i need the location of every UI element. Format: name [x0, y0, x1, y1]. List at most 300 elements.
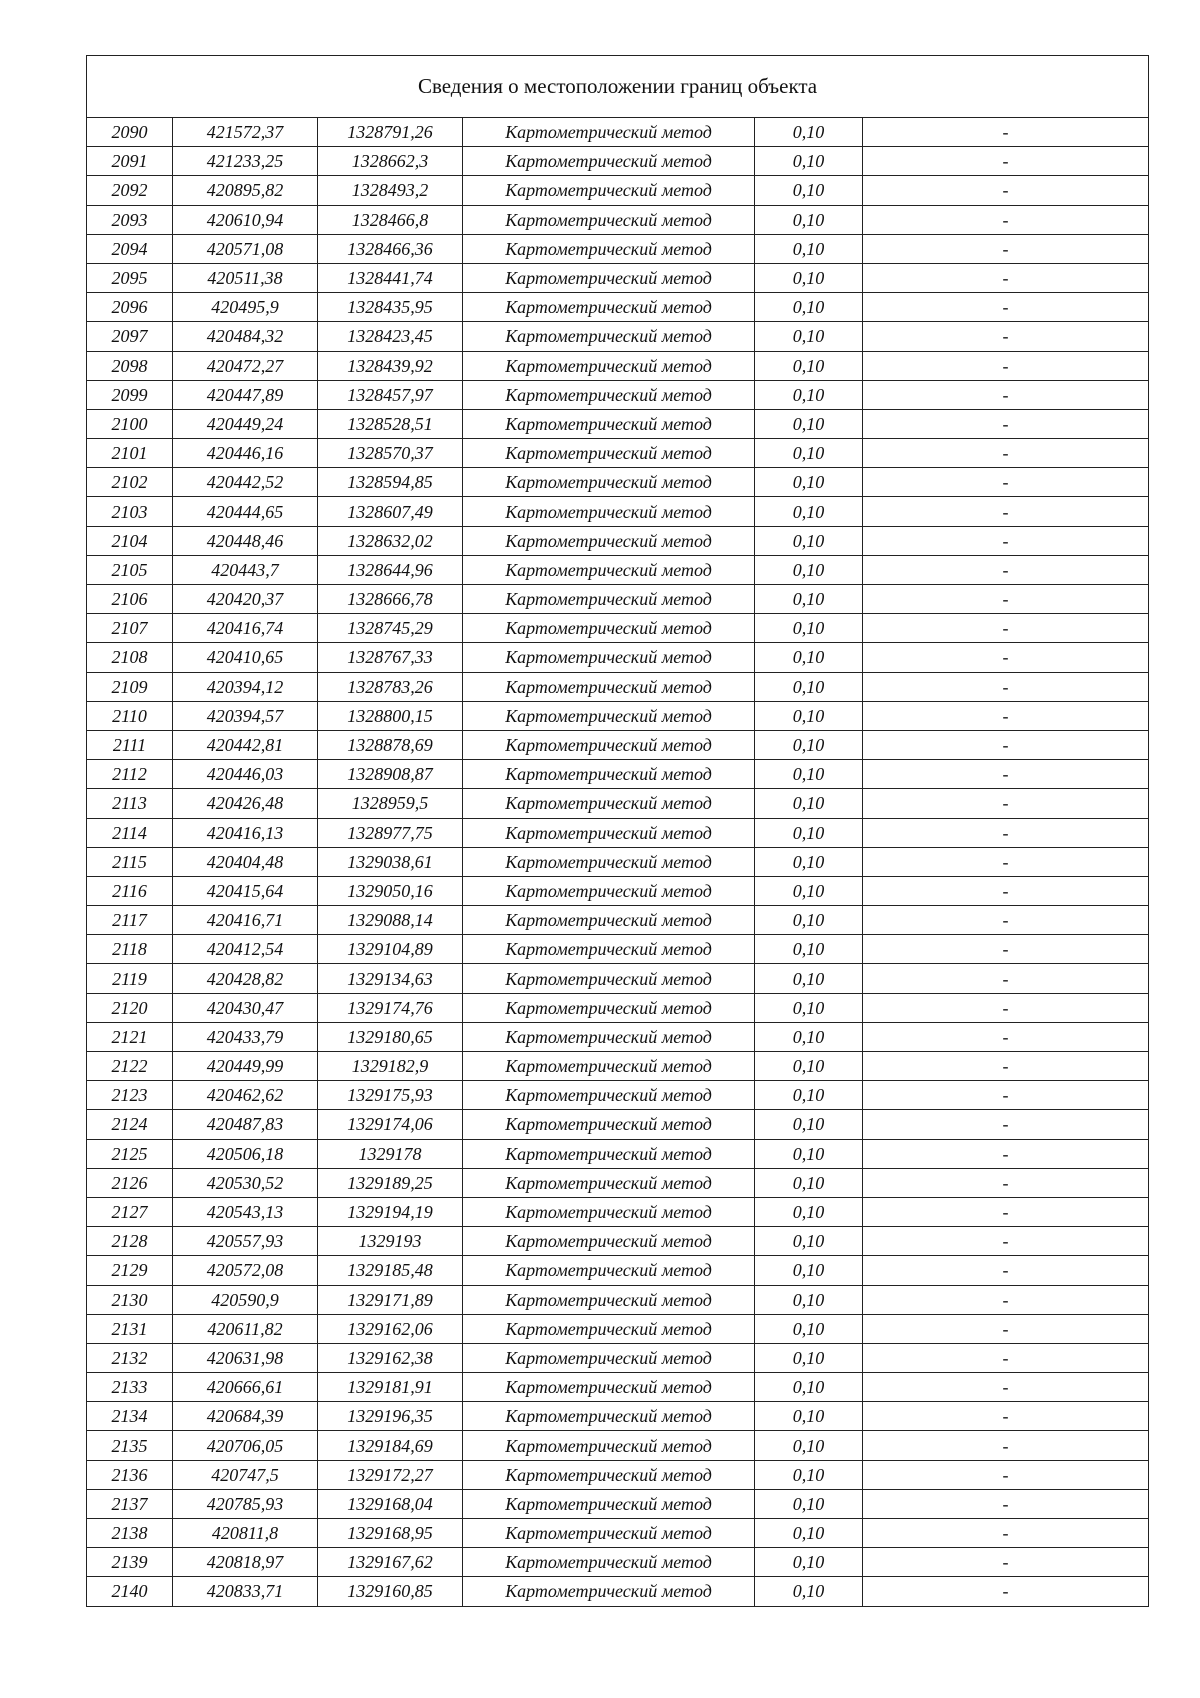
table-row	[87, 147, 1149, 176]
description-cell: -	[863, 409, 1149, 438]
description-cell: -	[863, 555, 1149, 584]
point-number-cell: 2130	[87, 1285, 173, 1314]
point-number-cell: 2118	[87, 935, 173, 964]
table-row	[87, 1314, 1149, 1343]
y-coordinate-cell: 1328528,51	[318, 409, 463, 438]
y-coordinate-cell: 1329182,9	[318, 1052, 463, 1081]
method-cell: Картометрический метод	[463, 118, 755, 147]
method-cell: Картометрический метод	[463, 789, 755, 818]
x-coordinate-cell: 420404,48	[173, 847, 318, 876]
y-coordinate-cell: 1329167,62	[318, 1548, 463, 1577]
point-number-cell: 2096	[87, 293, 173, 322]
accuracy-cell: 0,10	[755, 701, 863, 730]
method-cell: Картометрический метод	[463, 818, 755, 847]
method-cell: Картометрический метод	[463, 205, 755, 234]
table-body	[87, 118, 1149, 1607]
accuracy-cell: 0,10	[755, 293, 863, 322]
table-row	[87, 205, 1149, 234]
point-number-cell: 2121	[87, 1022, 173, 1051]
description-cell: -	[863, 380, 1149, 409]
table-title-row	[87, 56, 1149, 118]
point-number-cell: 2108	[87, 643, 173, 672]
method-cell: Картометрический метод	[463, 906, 755, 935]
table-row	[87, 1489, 1149, 1518]
y-coordinate-cell: 1328439,92	[318, 351, 463, 380]
description-cell: -	[863, 1256, 1149, 1285]
y-coordinate-cell: 1328878,69	[318, 730, 463, 759]
x-coordinate-cell: 420472,27	[173, 351, 318, 380]
table-row	[87, 876, 1149, 905]
x-coordinate-cell: 420412,54	[173, 935, 318, 964]
method-cell: Картометрический метод	[463, 585, 755, 614]
method-cell: Картометрический метод	[463, 409, 755, 438]
method-cell: Картометрический метод	[463, 1460, 755, 1489]
x-coordinate-cell: 420530,52	[173, 1168, 318, 1197]
point-number-cell: 2128	[87, 1227, 173, 1256]
method-cell: Картометрический метод	[463, 1548, 755, 1577]
point-number-cell: 2095	[87, 263, 173, 292]
table-row	[87, 906, 1149, 935]
accuracy-cell: 0,10	[755, 672, 863, 701]
description-cell: -	[863, 1489, 1149, 1518]
description-cell: -	[863, 1139, 1149, 1168]
x-coordinate-cell: 420415,64	[173, 876, 318, 905]
method-cell: Картометрический метод	[463, 1314, 755, 1343]
y-coordinate-cell: 1329189,25	[318, 1168, 463, 1197]
table-row	[87, 585, 1149, 614]
description-cell: -	[863, 643, 1149, 672]
point-number-cell: 2117	[87, 906, 173, 935]
accuracy-cell: 0,10	[755, 1519, 863, 1548]
point-number-cell: 2138	[87, 1519, 173, 1548]
x-coordinate-cell: 421572,37	[173, 118, 318, 147]
x-coordinate-cell: 420428,82	[173, 964, 318, 993]
description-cell: -	[863, 1081, 1149, 1110]
accuracy-cell: 0,10	[755, 993, 863, 1022]
method-cell: Картометрический метод	[463, 672, 755, 701]
method-cell: Картометрический метод	[463, 760, 755, 789]
y-coordinate-cell: 1328959,5	[318, 789, 463, 818]
y-coordinate-cell: 1329160,85	[318, 1577, 463, 1606]
accuracy-cell: 0,10	[755, 176, 863, 205]
description-cell: -	[863, 760, 1149, 789]
y-coordinate-cell: 1329134,63	[318, 964, 463, 993]
table-row	[87, 1022, 1149, 1051]
point-number-cell: 2115	[87, 847, 173, 876]
method-cell: Картометрический метод	[463, 1081, 755, 1110]
y-coordinate-cell: 1328800,15	[318, 701, 463, 730]
method-cell: Картометрический метод	[463, 701, 755, 730]
description-cell: -	[863, 176, 1149, 205]
point-number-cell: 2102	[87, 468, 173, 497]
x-coordinate-cell: 420818,97	[173, 1548, 318, 1577]
description-cell: -	[863, 118, 1149, 147]
y-coordinate-cell: 1329104,89	[318, 935, 463, 964]
x-coordinate-cell: 420785,93	[173, 1489, 318, 1518]
x-coordinate-cell: 420684,39	[173, 1402, 318, 1431]
point-number-cell: 2092	[87, 176, 173, 205]
accuracy-cell: 0,10	[755, 1022, 863, 1051]
method-cell: Картометрический метод	[463, 1227, 755, 1256]
method-cell: Картометрический метод	[463, 1256, 755, 1285]
description-cell: -	[863, 351, 1149, 380]
x-coordinate-cell: 420447,89	[173, 380, 318, 409]
y-coordinate-cell: 1328466,36	[318, 234, 463, 263]
y-coordinate-cell: 1328594,85	[318, 468, 463, 497]
point-number-cell: 2106	[87, 585, 173, 614]
description-cell: -	[863, 1052, 1149, 1081]
x-coordinate-cell: 420430,47	[173, 993, 318, 1022]
point-number-cell: 2110	[87, 701, 173, 730]
table-row	[87, 1460, 1149, 1489]
accuracy-cell: 0,10	[755, 1548, 863, 1577]
accuracy-cell: 0,10	[755, 730, 863, 759]
accuracy-cell: 0,10	[755, 1052, 863, 1081]
y-coordinate-cell: 1328457,97	[318, 380, 463, 409]
x-coordinate-cell: 420442,81	[173, 730, 318, 759]
table-row	[87, 439, 1149, 468]
method-cell: Картометрический метод	[463, 1431, 755, 1460]
y-coordinate-cell: 1329196,35	[318, 1402, 463, 1431]
table-row	[87, 1577, 1149, 1606]
accuracy-cell: 0,10	[755, 1577, 863, 1606]
description-cell: -	[863, 497, 1149, 526]
table-row	[87, 322, 1149, 351]
table-row	[87, 293, 1149, 322]
accuracy-cell: 0,10	[755, 818, 863, 847]
x-coordinate-cell: 420557,93	[173, 1227, 318, 1256]
point-number-cell: 2101	[87, 439, 173, 468]
y-coordinate-cell: 1328745,29	[318, 614, 463, 643]
accuracy-cell: 0,10	[755, 964, 863, 993]
description-cell: -	[863, 1314, 1149, 1343]
accuracy-cell: 0,10	[755, 1168, 863, 1197]
x-coordinate-cell: 420811,8	[173, 1519, 318, 1548]
y-coordinate-cell: 1328977,75	[318, 818, 463, 847]
accuracy-cell: 0,10	[755, 847, 863, 876]
description-cell: -	[863, 993, 1149, 1022]
accuracy-cell: 0,10	[755, 1197, 863, 1226]
accuracy-cell: 0,10	[755, 789, 863, 818]
point-number-cell: 2135	[87, 1431, 173, 1460]
y-coordinate-cell: 1328607,49	[318, 497, 463, 526]
description-cell: -	[863, 439, 1149, 468]
description-cell: -	[863, 293, 1149, 322]
description-cell: -	[863, 935, 1149, 964]
table-row	[87, 818, 1149, 847]
x-coordinate-cell: 420487,83	[173, 1110, 318, 1139]
table-row	[87, 118, 1149, 147]
table-row	[87, 614, 1149, 643]
accuracy-cell: 0,10	[755, 351, 863, 380]
table-row	[87, 1373, 1149, 1402]
description-cell: -	[863, 1110, 1149, 1139]
y-coordinate-cell: 1328493,2	[318, 176, 463, 205]
method-cell: Картометрический метод	[463, 234, 755, 263]
table-row	[87, 526, 1149, 555]
table-row	[87, 1052, 1149, 1081]
description-cell: -	[863, 1285, 1149, 1314]
y-coordinate-cell: 1329038,61	[318, 847, 463, 876]
table-row	[87, 993, 1149, 1022]
accuracy-cell: 0,10	[755, 1285, 863, 1314]
description-cell: -	[863, 1519, 1149, 1548]
description-cell: -	[863, 847, 1149, 876]
x-coordinate-cell: 421233,25	[173, 147, 318, 176]
description-cell: -	[863, 1577, 1149, 1606]
x-coordinate-cell: 420420,37	[173, 585, 318, 614]
table-row	[87, 351, 1149, 380]
method-cell: Картометрический метод	[463, 176, 755, 205]
x-coordinate-cell: 420666,61	[173, 1373, 318, 1402]
x-coordinate-cell: 420443,7	[173, 555, 318, 584]
description-cell: -	[863, 672, 1149, 701]
accuracy-cell: 0,10	[755, 1402, 863, 1431]
description-cell: -	[863, 1402, 1149, 1431]
method-cell: Картометрический метод	[463, 1197, 755, 1226]
accuracy-cell: 0,10	[755, 118, 863, 147]
method-cell: Картометрический метод	[463, 614, 755, 643]
x-coordinate-cell: 420446,03	[173, 760, 318, 789]
x-coordinate-cell: 420611,82	[173, 1314, 318, 1343]
method-cell: Картометрический метод	[463, 1168, 755, 1197]
y-coordinate-cell: 1328767,33	[318, 643, 463, 672]
x-coordinate-cell: 420495,9	[173, 293, 318, 322]
accuracy-cell: 0,10	[755, 322, 863, 351]
table-row	[87, 1168, 1149, 1197]
table-row	[87, 1519, 1149, 1548]
x-coordinate-cell: 420571,08	[173, 234, 318, 263]
accuracy-cell: 0,10	[755, 205, 863, 234]
method-cell: Картометрический метод	[463, 263, 755, 292]
y-coordinate-cell: 1328435,95	[318, 293, 463, 322]
table-row	[87, 789, 1149, 818]
method-cell: Картометрический метод	[463, 293, 755, 322]
point-number-cell: 2136	[87, 1460, 173, 1489]
x-coordinate-cell: 420416,13	[173, 818, 318, 847]
accuracy-cell: 0,10	[755, 497, 863, 526]
method-cell: Картометрический метод	[463, 1577, 755, 1606]
y-coordinate-cell: 1329168,95	[318, 1519, 463, 1548]
description-cell: -	[863, 1022, 1149, 1051]
y-coordinate-cell: 1329175,93	[318, 1081, 463, 1110]
method-cell: Картометрический метод	[463, 1052, 755, 1081]
y-coordinate-cell: 1329088,14	[318, 906, 463, 935]
description-cell: -	[863, 1373, 1149, 1402]
description-cell: -	[863, 701, 1149, 730]
table-row	[87, 701, 1149, 730]
point-number-cell: 2133	[87, 1373, 173, 1402]
accuracy-cell: 0,10	[755, 1314, 863, 1343]
method-cell: Картометрический метод	[463, 1022, 755, 1051]
x-coordinate-cell: 420706,05	[173, 1431, 318, 1460]
accuracy-cell: 0,10	[755, 380, 863, 409]
table-row	[87, 468, 1149, 497]
x-coordinate-cell: 420416,71	[173, 906, 318, 935]
y-coordinate-cell: 1328908,87	[318, 760, 463, 789]
accuracy-cell: 0,10	[755, 1373, 863, 1402]
point-number-cell: 2120	[87, 993, 173, 1022]
table-row	[87, 1285, 1149, 1314]
table-row	[87, 409, 1149, 438]
x-coordinate-cell: 420449,24	[173, 409, 318, 438]
point-number-cell: 2123	[87, 1081, 173, 1110]
point-number-cell: 2090	[87, 118, 173, 147]
y-coordinate-cell: 1329171,89	[318, 1285, 463, 1314]
point-number-cell: 2131	[87, 1314, 173, 1343]
method-cell: Картометрический метод	[463, 847, 755, 876]
method-cell: Картометрический метод	[463, 468, 755, 497]
method-cell: Картометрический метод	[463, 1139, 755, 1168]
point-number-cell: 2122	[87, 1052, 173, 1081]
accuracy-cell: 0,10	[755, 468, 863, 497]
x-coordinate-cell: 420410,65	[173, 643, 318, 672]
point-number-cell: 2094	[87, 234, 173, 263]
accuracy-cell: 0,10	[755, 1227, 863, 1256]
x-coordinate-cell: 420506,18	[173, 1139, 318, 1168]
y-coordinate-cell: 1329174,06	[318, 1110, 463, 1139]
method-cell: Картометрический метод	[463, 1402, 755, 1431]
point-number-cell: 2137	[87, 1489, 173, 1518]
document-page	[86, 55, 1148, 1607]
table-row	[87, 1081, 1149, 1110]
accuracy-cell: 0,10	[755, 1139, 863, 1168]
accuracy-cell: 0,10	[755, 760, 863, 789]
table-row	[87, 497, 1149, 526]
description-cell: -	[863, 818, 1149, 847]
accuracy-cell: 0,10	[755, 147, 863, 176]
x-coordinate-cell: 420448,46	[173, 526, 318, 555]
accuracy-cell: 0,10	[755, 585, 863, 614]
method-cell: Картометрический метод	[463, 730, 755, 759]
x-coordinate-cell: 420610,94	[173, 205, 318, 234]
method-cell: Картометрический метод	[463, 322, 755, 351]
description-cell: -	[863, 730, 1149, 759]
description-cell: -	[863, 789, 1149, 818]
accuracy-cell: 0,10	[755, 1081, 863, 1110]
table-row	[87, 672, 1149, 701]
y-coordinate-cell: 1329178	[318, 1139, 463, 1168]
method-cell: Картометрический метод	[463, 1489, 755, 1518]
method-cell: Картометрический метод	[463, 964, 755, 993]
method-cell: Картометрический метод	[463, 1110, 755, 1139]
point-number-cell: 2132	[87, 1343, 173, 1372]
point-number-cell: 2139	[87, 1548, 173, 1577]
table-row	[87, 643, 1149, 672]
method-cell: Картометрический метод	[463, 935, 755, 964]
y-coordinate-cell: 1328783,26	[318, 672, 463, 701]
description-cell: -	[863, 234, 1149, 263]
accuracy-cell: 0,10	[755, 614, 863, 643]
table-title: Сведения о местоположении границ объекта	[87, 56, 1149, 118]
accuracy-cell: 0,10	[755, 1110, 863, 1139]
x-coordinate-cell: 420484,32	[173, 322, 318, 351]
method-cell: Картометрический метод	[463, 439, 755, 468]
description-cell: -	[863, 526, 1149, 555]
description-cell: -	[863, 147, 1149, 176]
accuracy-cell: 0,10	[755, 555, 863, 584]
description-cell: -	[863, 1197, 1149, 1226]
point-number-cell: 2103	[87, 497, 173, 526]
y-coordinate-cell: 1328570,37	[318, 439, 463, 468]
point-number-cell: 2119	[87, 964, 173, 993]
y-coordinate-cell: 1329193	[318, 1227, 463, 1256]
table-row	[87, 1343, 1149, 1372]
table-row	[87, 847, 1149, 876]
description-cell: -	[863, 322, 1149, 351]
accuracy-cell: 0,10	[755, 1343, 863, 1372]
point-number-cell: 2099	[87, 380, 173, 409]
x-coordinate-cell: 420572,08	[173, 1256, 318, 1285]
y-coordinate-cell: 1329162,38	[318, 1343, 463, 1372]
table-row	[87, 1431, 1149, 1460]
point-number-cell: 2125	[87, 1139, 173, 1168]
table-row	[87, 760, 1149, 789]
table-row	[87, 1402, 1149, 1431]
method-cell: Картометрический метод	[463, 497, 755, 526]
point-number-cell: 2114	[87, 818, 173, 847]
x-coordinate-cell: 420543,13	[173, 1197, 318, 1226]
x-coordinate-cell: 420442,52	[173, 468, 318, 497]
accuracy-cell: 0,10	[755, 876, 863, 905]
table-row	[87, 1139, 1149, 1168]
method-cell: Картометрический метод	[463, 147, 755, 176]
accuracy-cell: 0,10	[755, 526, 863, 555]
accuracy-cell: 0,10	[755, 1431, 863, 1460]
table-row	[87, 964, 1149, 993]
x-coordinate-cell: 420833,71	[173, 1577, 318, 1606]
point-number-cell: 2124	[87, 1110, 173, 1139]
method-cell: Картометрический метод	[463, 1285, 755, 1314]
table-row	[87, 263, 1149, 292]
method-cell: Картометрический метод	[463, 555, 755, 584]
method-cell: Картометрический метод	[463, 1373, 755, 1402]
y-coordinate-cell: 1329174,76	[318, 993, 463, 1022]
point-number-cell: 2134	[87, 1402, 173, 1431]
x-coordinate-cell: 420426,48	[173, 789, 318, 818]
x-coordinate-cell: 420433,79	[173, 1022, 318, 1051]
description-cell: -	[863, 1431, 1149, 1460]
point-number-cell: 2098	[87, 351, 173, 380]
y-coordinate-cell: 1329162,06	[318, 1314, 463, 1343]
y-coordinate-cell: 1328662,3	[318, 147, 463, 176]
y-coordinate-cell: 1329194,19	[318, 1197, 463, 1226]
description-cell: -	[863, 468, 1149, 497]
point-number-cell: 2105	[87, 555, 173, 584]
description-cell: -	[863, 906, 1149, 935]
table-row	[87, 1110, 1149, 1139]
point-number-cell: 2140	[87, 1577, 173, 1606]
y-coordinate-cell: 1328632,02	[318, 526, 463, 555]
table-row	[87, 1256, 1149, 1285]
description-cell: -	[863, 614, 1149, 643]
y-coordinate-cell: 1328423,45	[318, 322, 463, 351]
accuracy-cell: 0,10	[755, 409, 863, 438]
point-number-cell: 2107	[87, 614, 173, 643]
description-cell: -	[863, 585, 1149, 614]
point-number-cell: 2127	[87, 1197, 173, 1226]
description-cell: -	[863, 876, 1149, 905]
x-coordinate-cell: 420747,5	[173, 1460, 318, 1489]
point-number-cell: 2126	[87, 1168, 173, 1197]
method-cell: Картометрический метод	[463, 351, 755, 380]
method-cell: Картометрический метод	[463, 643, 755, 672]
method-cell: Картометрический метод	[463, 993, 755, 1022]
table-row	[87, 555, 1149, 584]
point-number-cell: 2111	[87, 730, 173, 759]
accuracy-cell: 0,10	[755, 439, 863, 468]
accuracy-cell: 0,10	[755, 1489, 863, 1518]
